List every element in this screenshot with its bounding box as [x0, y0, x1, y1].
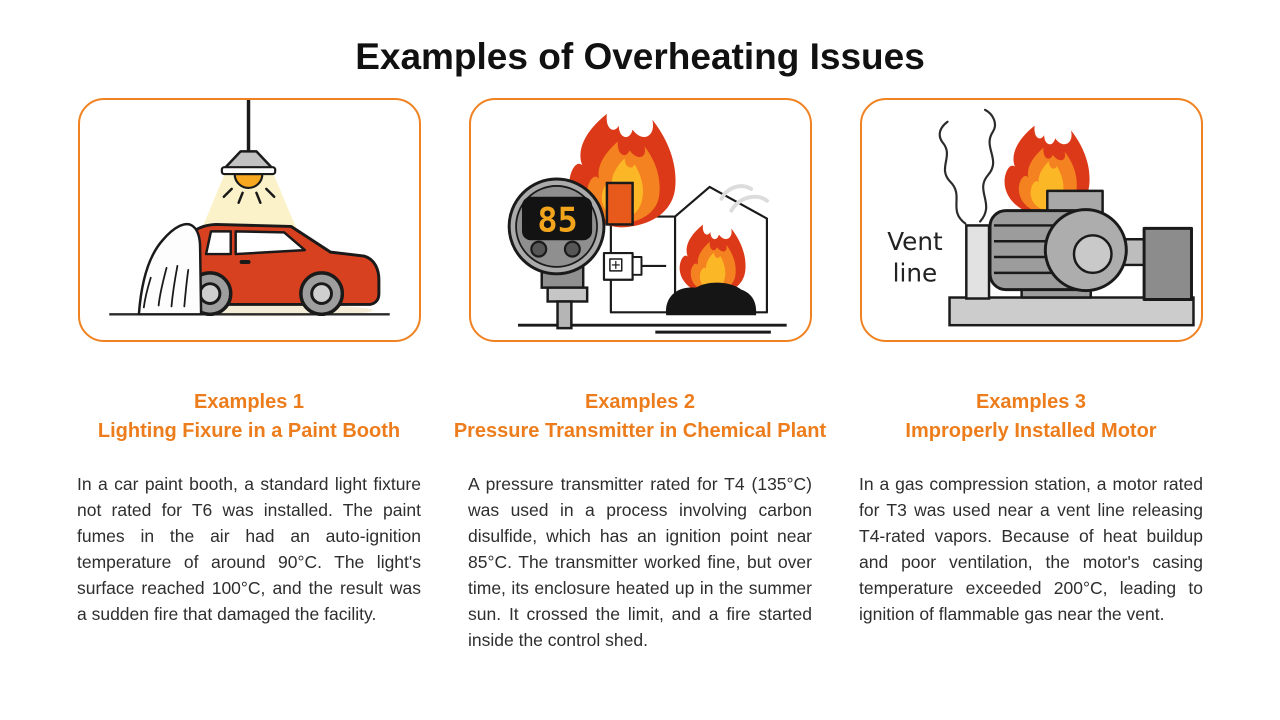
- example-subtitle: Pressure Transmitter in Chemical Plant: [453, 420, 827, 442]
- example-heading-2: [454, 388, 826, 446]
- page-title: Examples of Overheating Issues: [355, 36, 925, 77]
- svg-text:Vent: Vent: [886, 227, 943, 257]
- example-label: Examples 1: [193, 391, 305, 413]
- example-heading-1: [98, 388, 400, 446]
- vapor-smoke-icon: [939, 110, 994, 224]
- vent-line-label: [887, 227, 943, 288]
- transmitter-stand-icon: [541, 266, 586, 328]
- transmitter-gauge-icon: [509, 179, 604, 274]
- illustration-card-2: [469, 98, 812, 342]
- illustration-card-3: [860, 98, 1203, 342]
- example-body-3: In a gas compression station, a motor rated for T3 was used near a vent line releasing T4-rated vapors. Because of heat buildup and poor ventilation, the motor's casing temperature exceeded 200°C, leading to ignition of flammable gas near the vent.: [859, 474, 1203, 624]
- illustration-card-1: [78, 98, 421, 342]
- example-column-2: [453, 98, 827, 653]
- example-heading-3: [905, 388, 1156, 446]
- example-column-3: [859, 98, 1203, 653]
- example-label: Examples 2: [584, 391, 696, 413]
- example-subtitle: Lighting Fixure in a Paint Booth: [97, 420, 401, 442]
- example-label: Examples 3: [975, 391, 1087, 413]
- pressure-transmitter-illustration: [471, 100, 810, 340]
- example-body-2: A pressure transmitter rated for T4 (135°C) was used in a process involving carbon disulfide, which has an ignition point near 85°C. The transmitter worked fine, but over time, its enclosure heated up in the summer sun. It crossed the limit, and a fire started inside the control shed.: [468, 474, 812, 650]
- front-wheel-icon: [300, 273, 341, 314]
- example-body-1: In a car paint booth, a standard light fixture not rated for T6 was installed. The paint fumes in the air had an auto-ignition temperature of around 90°C. The light's surface reached 100°C, and the result was a sudden fire that damaged the facility.: [77, 474, 421, 624]
- cards-row: [0, 98, 1280, 653]
- gauge-button-left: [531, 242, 546, 257]
- red-car-icon: [180, 224, 379, 314]
- vent-pipe-icon: [966, 225, 989, 298]
- duct-elbow-icon: [606, 183, 632, 224]
- gauge-reading: 85: [536, 200, 578, 240]
- paint-cover-sheet-icon: [138, 224, 200, 314]
- example-column-1: [77, 98, 421, 653]
- base-platform-icon: [949, 298, 1193, 326]
- door-handle: [239, 260, 250, 264]
- car-under-light-illustration: [80, 100, 419, 340]
- gauge-button-right: [564, 242, 579, 257]
- burning-motor-illustration: [862, 100, 1201, 340]
- svg-text:line: line: [892, 258, 937, 288]
- example-subtitle: Improperly Installed Motor: [905, 420, 1157, 442]
- coupling-box: [1144, 228, 1191, 299]
